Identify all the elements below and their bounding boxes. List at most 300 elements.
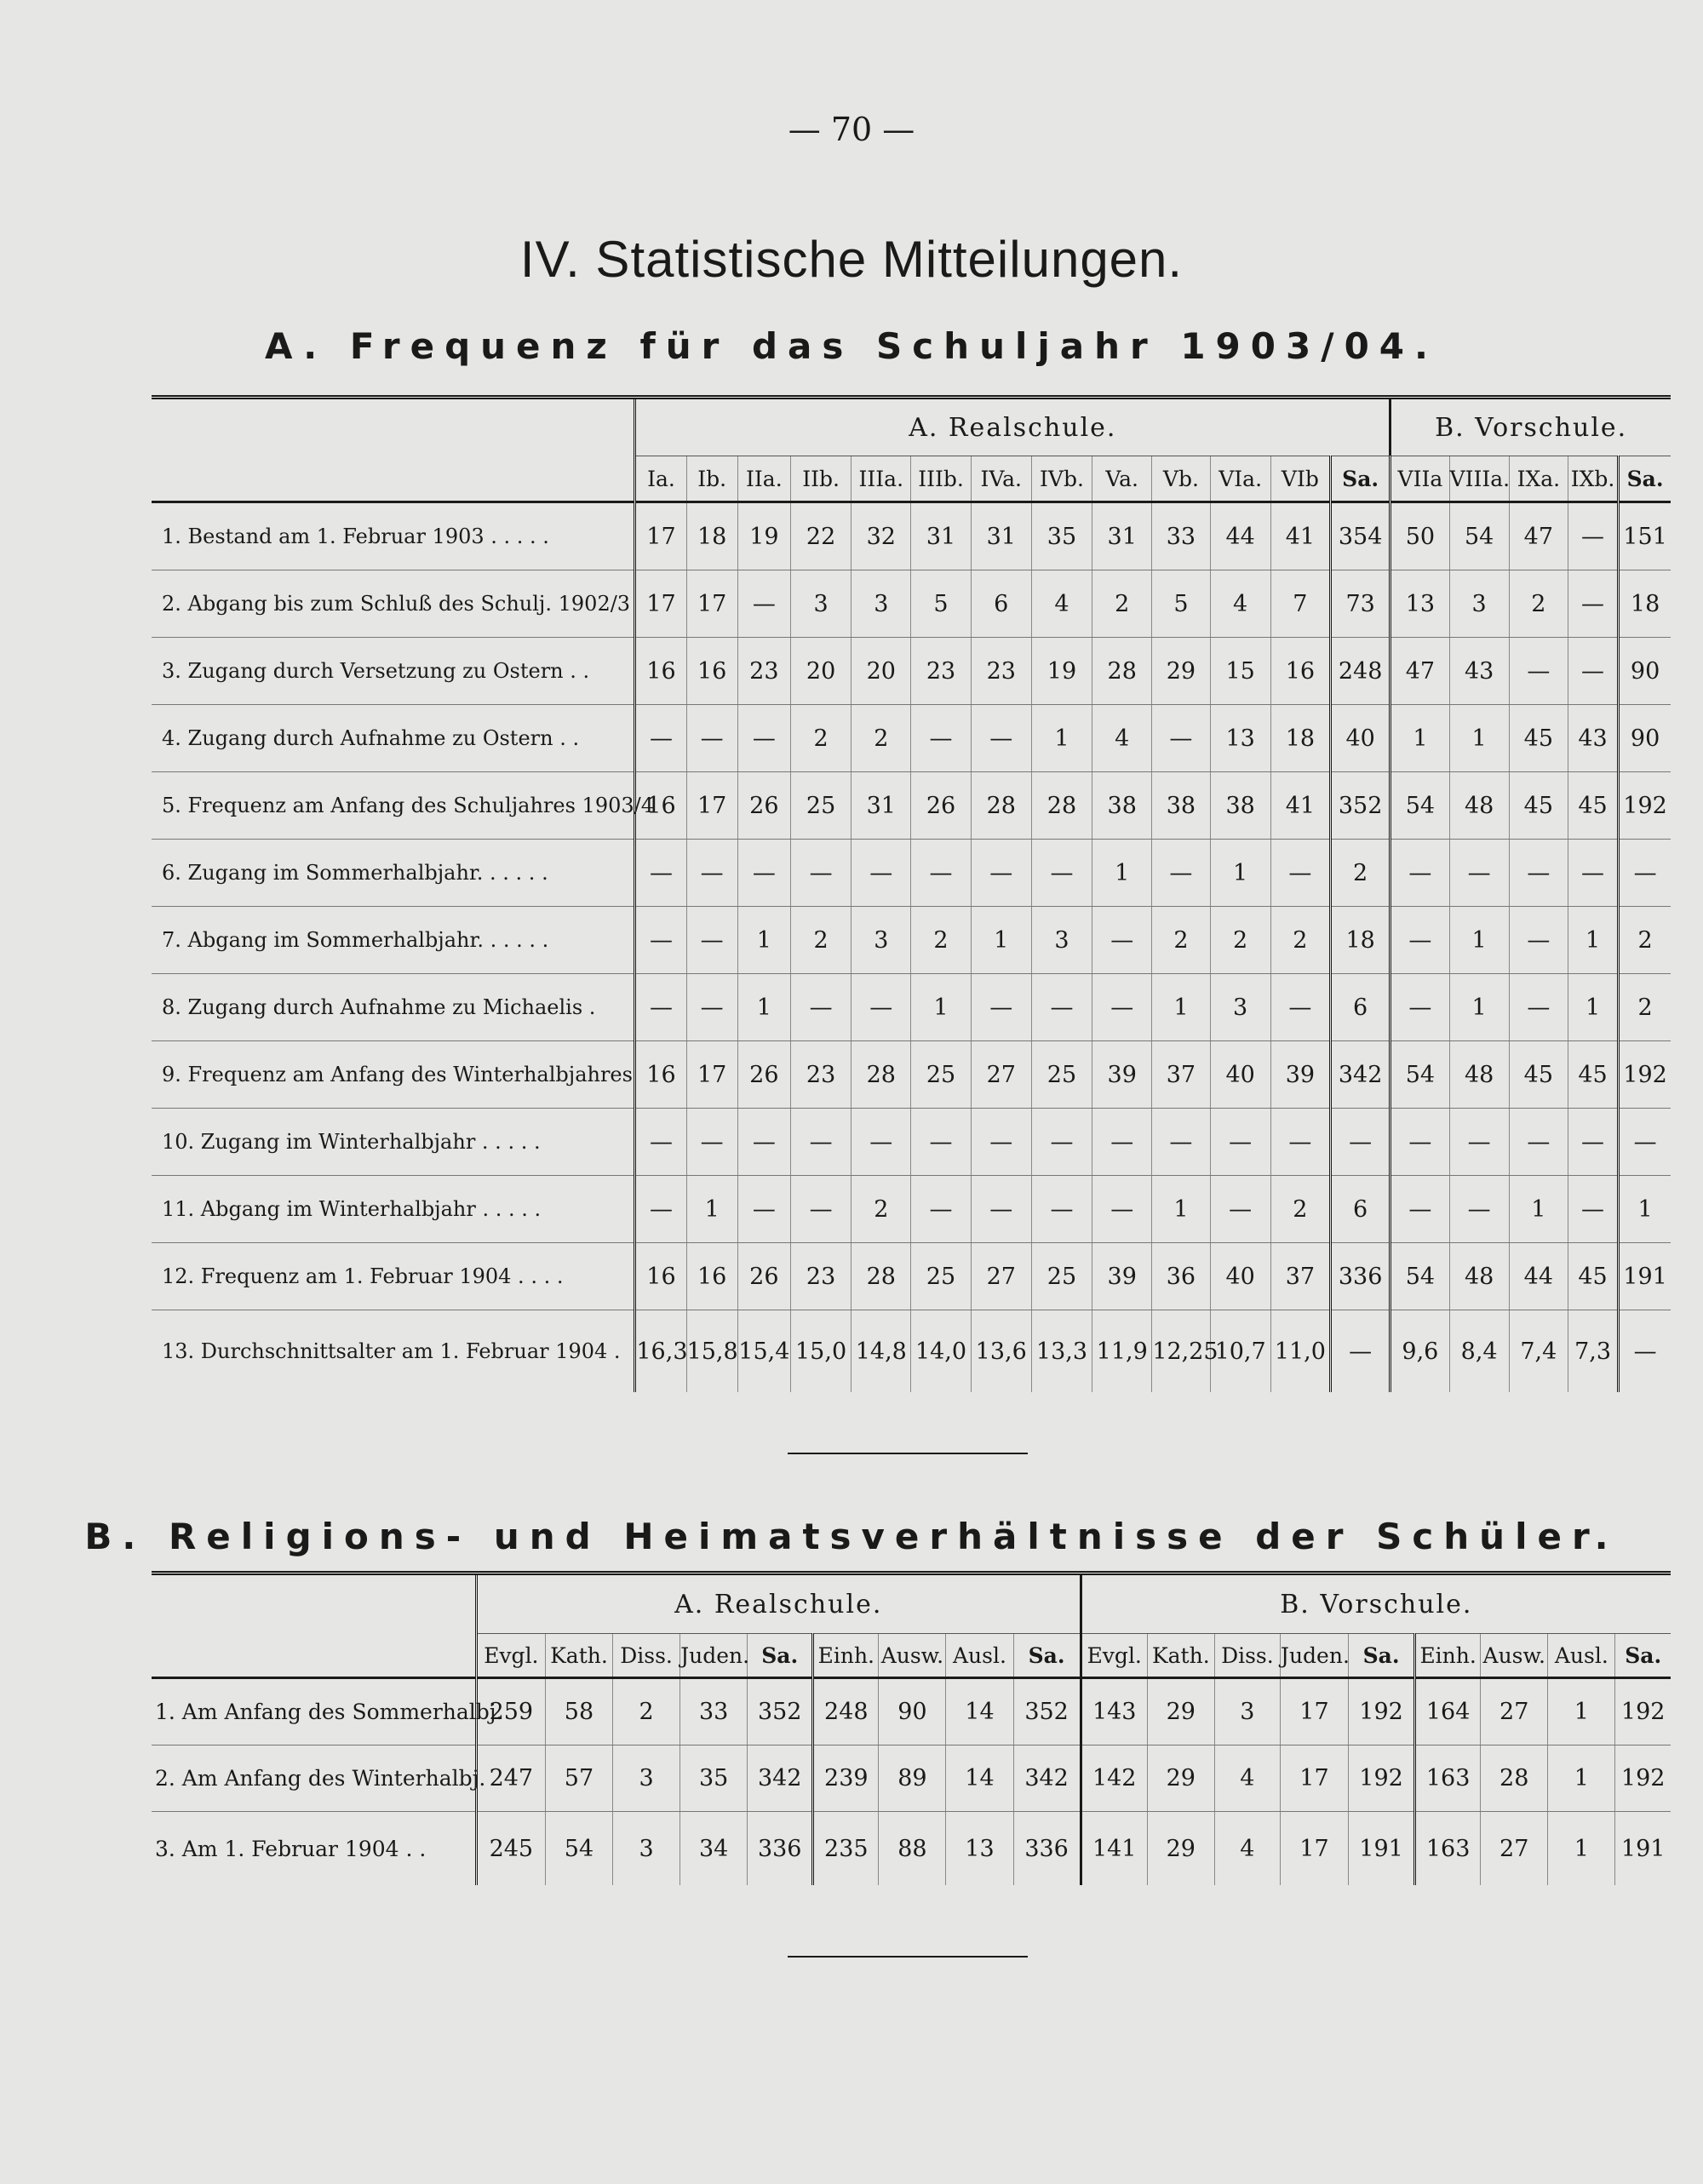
table-cell: 23 xyxy=(971,638,1031,705)
table-cell: 36 xyxy=(1152,1243,1210,1310)
table-cell: — xyxy=(635,840,686,907)
table-cell: 259 xyxy=(476,1678,545,1745)
row-label: 1. Bestand am 1. Februar 1903 . . . . . xyxy=(152,502,635,570)
table-cell: 1 xyxy=(1568,907,1618,974)
table-cell: 2 xyxy=(790,907,851,974)
table-cell: 142 xyxy=(1081,1745,1147,1812)
table-cell: 7 xyxy=(1270,570,1330,638)
table-cell: — xyxy=(1031,840,1092,907)
table-cell: 7,4 xyxy=(1509,1310,1568,1393)
table-cell: 25 xyxy=(1031,1243,1092,1310)
table-cell: 39 xyxy=(1092,1041,1152,1109)
table-cell: 27 xyxy=(971,1041,1031,1109)
column-header: IIIa. xyxy=(852,456,911,502)
table-cell: 17 xyxy=(686,570,737,638)
column-header: VIb xyxy=(1270,456,1330,502)
column-header: Sa. xyxy=(1349,1634,1415,1678)
table-cell: — xyxy=(971,1109,1031,1176)
table-cell: 245 xyxy=(476,1812,545,1886)
table-cell: — xyxy=(1390,1109,1449,1176)
table-cell: 13,3 xyxy=(1031,1310,1092,1393)
table-cell: — xyxy=(1092,1109,1152,1176)
column-header: Ausw. xyxy=(879,1634,946,1678)
table-cell: 1 xyxy=(1092,840,1152,907)
table-cell: 163 xyxy=(1415,1745,1481,1812)
section-b-heading: B. Religions- und Heimatsverhältnisse der Schüler. xyxy=(84,1516,1619,1557)
table-row xyxy=(152,1176,1671,1243)
table-cell: 192 xyxy=(1349,1678,1415,1745)
column-header: VIIa xyxy=(1390,456,1449,502)
frequency-table xyxy=(152,395,1671,1392)
table-cell: 40 xyxy=(1330,705,1390,772)
table-cell: — xyxy=(1390,907,1449,974)
table-row xyxy=(152,907,1671,974)
column-header: Einh. xyxy=(813,1634,879,1678)
table-cell: — xyxy=(1449,1176,1509,1243)
row-label: 3. Zugang durch Versetzung zu Ostern . . xyxy=(152,638,635,705)
table-cell: — xyxy=(1092,1176,1152,1243)
table-cell: — xyxy=(852,974,911,1041)
table-cell: 336 xyxy=(1013,1812,1081,1886)
table-cell: 2 xyxy=(1619,974,1671,1041)
table-cell: — xyxy=(790,840,851,907)
table-cell: 41 xyxy=(1270,502,1330,570)
row-label: 7. Abgang im Sommerhalbjahr. . . . . . xyxy=(152,907,635,974)
table-cell: 28 xyxy=(971,772,1031,840)
table-cell: 39 xyxy=(1270,1041,1330,1109)
table-cell: — xyxy=(1330,1310,1390,1393)
table-cell: 45 xyxy=(1509,772,1568,840)
table-cell: 13 xyxy=(1390,570,1449,638)
table-cell: 35 xyxy=(680,1745,748,1812)
table-cell: — xyxy=(1509,907,1568,974)
table-cell: 352 xyxy=(1330,772,1390,840)
table-cell: 192 xyxy=(1619,772,1671,840)
table-row xyxy=(152,1745,1671,1812)
column-header: Ausw. xyxy=(1481,1634,1548,1678)
table-cell: 16 xyxy=(686,638,737,705)
row-label: 8. Zugang durch Aufnahme zu Michaelis . xyxy=(152,974,635,1041)
column-header: IIa. xyxy=(737,456,790,502)
table-cell: 47 xyxy=(1390,638,1449,705)
table-cell: 11,9 xyxy=(1092,1310,1152,1393)
table-cell: 26 xyxy=(737,1243,790,1310)
table-cell: 54 xyxy=(1390,1243,1449,1310)
table-cell: 1 xyxy=(1568,974,1618,1041)
column-header: Diss. xyxy=(613,1634,680,1678)
table-cell: — xyxy=(686,840,737,907)
table-cell: 2 xyxy=(1619,907,1671,974)
table-cell: — xyxy=(911,705,971,772)
table-cell: — xyxy=(1390,1176,1449,1243)
table-cell: 34 xyxy=(680,1812,748,1886)
column-header: Vb. xyxy=(1152,456,1210,502)
group-vorschule: B. Vorschule. xyxy=(1390,398,1671,456)
table-cell: 19 xyxy=(737,502,790,570)
table-cell: 342 xyxy=(1330,1041,1390,1109)
table-row xyxy=(152,570,1671,638)
table-cell: 18 xyxy=(686,502,737,570)
table-cell: 352 xyxy=(1013,1678,1081,1745)
table-cell: 192 xyxy=(1349,1745,1415,1812)
column-header: Sa. xyxy=(748,1634,813,1678)
table-cell: 25 xyxy=(911,1041,971,1109)
table-cell: 25 xyxy=(790,772,851,840)
table-cell: 7,3 xyxy=(1568,1310,1618,1393)
table-cell: — xyxy=(1270,840,1330,907)
table-cell: 1 xyxy=(971,907,1031,974)
table-cell: 26 xyxy=(911,772,971,840)
table-cell: 4 xyxy=(1214,1812,1280,1886)
table-cell: 54 xyxy=(1390,1041,1449,1109)
column-header: Ausl. xyxy=(946,1634,1013,1678)
table-cell: — xyxy=(1152,840,1210,907)
table-cell: 20 xyxy=(790,638,851,705)
table-cell: 2 xyxy=(911,907,971,974)
table-cell: 191 xyxy=(1349,1812,1415,1886)
table-row xyxy=(152,1310,1671,1393)
table-cell: — xyxy=(1568,638,1618,705)
column-header: IIIb. xyxy=(911,456,971,502)
table-cell: 3 xyxy=(1210,974,1270,1041)
table-cell: 143 xyxy=(1081,1678,1147,1745)
table-cell: 1 xyxy=(1548,1678,1615,1745)
table-cell: — xyxy=(737,570,790,638)
table-cell: 4 xyxy=(1031,570,1092,638)
table-cell: — xyxy=(1270,1109,1330,1176)
table-cell: 48 xyxy=(1449,1243,1509,1310)
table-row xyxy=(152,502,1671,570)
table-cell: 90 xyxy=(879,1678,946,1745)
table-cell: 16 xyxy=(686,1243,737,1310)
table-cell: 151 xyxy=(1619,502,1671,570)
table-cell: — xyxy=(971,1176,1031,1243)
table-cell: 58 xyxy=(545,1678,612,1745)
table-cell: 29 xyxy=(1147,1745,1214,1812)
table-cell: — xyxy=(1568,1176,1618,1243)
table-cell: — xyxy=(1031,1109,1092,1176)
column-header: Einh. xyxy=(1415,1634,1481,1678)
table-cell: 29 xyxy=(1147,1678,1214,1745)
column-header: Sa. xyxy=(1615,1634,1671,1678)
table-cell: — xyxy=(1619,840,1671,907)
table-cell: 15 xyxy=(1210,638,1270,705)
table-cell: 1 xyxy=(1449,705,1509,772)
table-cell: 15,8 xyxy=(686,1310,737,1393)
table-cell: — xyxy=(1270,974,1330,1041)
table-cell: 41 xyxy=(1270,772,1330,840)
row-label: 6. Zugang im Sommerhalbjahr. . . . . . xyxy=(152,840,635,907)
table-cell: — xyxy=(971,840,1031,907)
table-cell: 57 xyxy=(545,1745,612,1812)
table-cell: — xyxy=(1509,638,1568,705)
table-cell: 12,25 xyxy=(1152,1310,1210,1393)
table-cell: 248 xyxy=(1330,638,1390,705)
table-cell: 13 xyxy=(1210,705,1270,772)
table-cell: 27 xyxy=(1481,1812,1548,1886)
table-row xyxy=(152,1243,1671,1310)
column-header: Juden. xyxy=(680,1634,748,1678)
table-cell: 4 xyxy=(1214,1745,1280,1812)
column-header: Juden. xyxy=(1280,1634,1348,1678)
table-cell: — xyxy=(1390,840,1449,907)
table-cell: 45 xyxy=(1509,1041,1568,1109)
table-cell: 17 xyxy=(686,772,737,840)
table-cell: — xyxy=(1509,840,1568,907)
table-cell: — xyxy=(1449,840,1509,907)
table-cell: 191 xyxy=(1619,1243,1671,1310)
table-cell: 39 xyxy=(1092,1243,1152,1310)
table-cell: 31 xyxy=(852,772,911,840)
table-cell: 3 xyxy=(852,907,911,974)
table-cell: 3 xyxy=(1031,907,1092,974)
table-cell: 47 xyxy=(1509,502,1568,570)
table-cell: 26 xyxy=(737,772,790,840)
table-cell: 3 xyxy=(1449,570,1509,638)
table-cell: 1 xyxy=(911,974,971,1041)
table-cell: 1 xyxy=(1210,840,1270,907)
table-cell: 6 xyxy=(1330,1176,1390,1243)
separator-line xyxy=(788,1956,1028,1958)
table-cell: — xyxy=(790,1109,851,1176)
table-cell: — xyxy=(1210,1109,1270,1176)
table-cell: 48 xyxy=(1449,1041,1509,1109)
table-cell: 163 xyxy=(1415,1812,1481,1886)
column-header: Kath. xyxy=(1147,1634,1214,1678)
table-cell: 6 xyxy=(971,570,1031,638)
table-cell: — xyxy=(971,705,1031,772)
table-cell: 191 xyxy=(1615,1812,1671,1886)
table-cell: 17 xyxy=(635,570,686,638)
column-header: VIIIa. xyxy=(1449,456,1509,502)
table-cell: 28 xyxy=(852,1041,911,1109)
table-cell: 27 xyxy=(971,1243,1031,1310)
table-cell: 54 xyxy=(545,1812,612,1886)
table-cell: — xyxy=(852,1109,911,1176)
table-cell: 2 xyxy=(1270,907,1330,974)
table-cell: — xyxy=(1509,974,1568,1041)
table-cell: 1 xyxy=(1152,974,1210,1041)
table-cell: 2 xyxy=(613,1678,680,1745)
row-label: 3. Am 1. Februar 1904 . . xyxy=(152,1812,476,1886)
table-cell: 336 xyxy=(748,1812,813,1886)
table-cell: — xyxy=(635,1176,686,1243)
table-cell: 16 xyxy=(635,1041,686,1109)
table-cell: 2 xyxy=(852,1176,911,1243)
table-cell: 192 xyxy=(1619,1041,1671,1109)
group-realschule: A. Realschule. xyxy=(909,412,1117,443)
table-cell: — xyxy=(911,1176,971,1243)
table-cell: — xyxy=(852,840,911,907)
table-cell: 1 xyxy=(737,974,790,1041)
row-label: 11. Abgang im Winterhalbjahr . . . . . xyxy=(152,1176,635,1243)
table-cell: 25 xyxy=(911,1243,971,1310)
table-cell: — xyxy=(737,705,790,772)
table-cell: 248 xyxy=(813,1678,879,1745)
separator-line xyxy=(788,1453,1028,1454)
table-cell: — xyxy=(635,705,686,772)
table-cell: 23 xyxy=(737,638,790,705)
table-cell: 48 xyxy=(1449,772,1509,840)
table-cell: — xyxy=(635,1109,686,1176)
table-cell: 192 xyxy=(1615,1745,1671,1812)
row-label: 1. Am Anfang des Sommerhalbj. xyxy=(152,1678,476,1745)
table-cell: 1 xyxy=(1390,705,1449,772)
table-row xyxy=(152,974,1671,1041)
table-cell: 1 xyxy=(1031,705,1092,772)
table-cell: 38 xyxy=(1092,772,1152,840)
column-header: Sa. xyxy=(1619,456,1671,502)
table-cell: — xyxy=(790,974,851,1041)
table-cell: 9,6 xyxy=(1390,1310,1449,1393)
table-cell: 16,3 xyxy=(635,1310,686,1393)
table-cell: 50 xyxy=(1390,502,1449,570)
table-cell: 1 xyxy=(686,1176,737,1243)
table-cell: — xyxy=(1152,1109,1210,1176)
table-cell: 2 xyxy=(852,705,911,772)
table-row xyxy=(152,1041,1671,1109)
table-cell: 17 xyxy=(635,502,686,570)
row-label: 5. Frequenz am Anfang des Schuljahres 1903/4 xyxy=(152,772,635,840)
row-label: 4. Zugang durch Aufnahme zu Ostern . . xyxy=(152,705,635,772)
table-cell: 29 xyxy=(1152,638,1210,705)
table-cell: 247 xyxy=(476,1745,545,1812)
table-cell: 16 xyxy=(635,772,686,840)
table-cell: 90 xyxy=(1619,705,1671,772)
table-cell: 5 xyxy=(911,570,971,638)
table-cell: — xyxy=(686,705,737,772)
table-cell: 40 xyxy=(1210,1041,1270,1109)
table-cell: 25 xyxy=(1031,1041,1092,1109)
table-cell: 54 xyxy=(1449,502,1509,570)
table-row xyxy=(152,705,1671,772)
table-cell: 45 xyxy=(1568,1243,1618,1310)
table-row xyxy=(152,1678,1671,1745)
table-cell: 37 xyxy=(1152,1041,1210,1109)
table-cell: 31 xyxy=(911,502,971,570)
row-label: 10. Zugang im Winterhalbjahr . . . . . xyxy=(152,1109,635,1176)
row-label: 12. Frequenz am 1. Februar 1904 . . . . xyxy=(152,1243,635,1310)
table-cell: — xyxy=(737,840,790,907)
page-title: IV. Statistische Mitteilungen. xyxy=(519,231,1184,288)
stub-header xyxy=(152,1574,476,1678)
table-cell: 1 xyxy=(1509,1176,1568,1243)
table-cell: — xyxy=(1568,1109,1618,1176)
table-cell: 23 xyxy=(911,638,971,705)
table-cell: 27 xyxy=(1481,1678,1548,1745)
table-cell: 15,0 xyxy=(790,1310,851,1393)
column-header: Kath. xyxy=(545,1634,612,1678)
column-header: IIb. xyxy=(790,456,851,502)
table-cell: 1 xyxy=(1152,1176,1210,1243)
table-cell: 18 xyxy=(1619,570,1671,638)
row-label: 2. Am Anfang des Winterhalbj. xyxy=(152,1745,476,1812)
table-cell: 2 xyxy=(1152,907,1210,974)
row-label: 2. Abgang bis zum Schluß des Schulj. 1902/3 xyxy=(152,570,635,638)
table-cell: 19 xyxy=(1031,638,1092,705)
table-row xyxy=(152,1109,1671,1176)
table-cell: 35 xyxy=(1031,502,1092,570)
table-cell: 352 xyxy=(748,1678,813,1745)
table-row xyxy=(152,638,1671,705)
table-cell: — xyxy=(1092,907,1152,974)
table-cell: 14 xyxy=(946,1745,1013,1812)
group-vorschule: B. Vorschule. xyxy=(1081,1574,1671,1634)
table-cell: 5 xyxy=(1152,570,1210,638)
table-cell: 1 xyxy=(1548,1745,1615,1812)
table-cell: 342 xyxy=(1013,1745,1081,1812)
table-cell: 38 xyxy=(1210,772,1270,840)
table-cell: 336 xyxy=(1330,1243,1390,1310)
table-cell: 342 xyxy=(748,1745,813,1812)
column-header: IVa. xyxy=(971,456,1031,502)
page-number: — 70 — xyxy=(788,111,915,148)
table-cell: 43 xyxy=(1449,638,1509,705)
table-row xyxy=(152,1812,1671,1886)
section-a-heading: A. Frequenz für das Schuljahr 1903/04. xyxy=(265,325,1438,367)
row-label: 13. Durchschnittsalter am 1. Februar 1904 . xyxy=(152,1310,635,1393)
column-header: IXb. xyxy=(1568,456,1618,502)
table-cell: 23 xyxy=(790,1041,851,1109)
table-cell: 38 xyxy=(1152,772,1210,840)
table-cell: — xyxy=(737,1109,790,1176)
table-cell: 88 xyxy=(879,1812,946,1886)
table-cell: 73 xyxy=(1330,570,1390,638)
column-header: VIa. xyxy=(1210,456,1270,502)
table-cell: 16 xyxy=(1270,638,1330,705)
table-cell: 1 xyxy=(1619,1176,1671,1243)
table-cell: — xyxy=(971,974,1031,1041)
table-cell: — xyxy=(1390,974,1449,1041)
table-cell: 28 xyxy=(1031,772,1092,840)
table-cell: — xyxy=(635,974,686,1041)
table-cell: — xyxy=(1210,1176,1270,1243)
table-cell: — xyxy=(1619,1310,1671,1393)
table-cell: — xyxy=(1619,1109,1671,1176)
column-header: Va. xyxy=(1092,456,1152,502)
table-cell: 90 xyxy=(1619,638,1671,705)
column-header: Ausl. xyxy=(1548,1634,1615,1678)
table-cell: — xyxy=(737,1176,790,1243)
table-cell: — xyxy=(1031,1176,1092,1243)
table-cell: 239 xyxy=(813,1745,879,1812)
table-cell: 32 xyxy=(852,502,911,570)
table-cell: — xyxy=(1330,1109,1390,1176)
table-cell: — xyxy=(790,1176,851,1243)
table-row xyxy=(152,840,1671,907)
table-cell: — xyxy=(911,840,971,907)
table-cell: — xyxy=(1568,570,1618,638)
row-label: 9. Frequenz am Anfang des Winterhalbjahres xyxy=(152,1041,635,1109)
table-cell: 17 xyxy=(1280,1812,1348,1886)
table-cell: 1 xyxy=(1548,1812,1615,1886)
table-cell: 4 xyxy=(1092,705,1152,772)
table-cell: 16 xyxy=(635,638,686,705)
group-realschule: A. Realschule. xyxy=(674,1589,883,1619)
table-cell: 3 xyxy=(852,570,911,638)
table-cell: 3 xyxy=(613,1745,680,1812)
table-cell: 1 xyxy=(737,907,790,974)
table-cell: — xyxy=(1449,1109,1509,1176)
table-cell: 26 xyxy=(737,1041,790,1109)
table-cell: 354 xyxy=(1330,502,1390,570)
column-header: Sa. xyxy=(1330,456,1390,502)
table-cell: 11,0 xyxy=(1270,1310,1330,1393)
table-cell: 44 xyxy=(1210,502,1270,570)
table-cell: 45 xyxy=(1509,705,1568,772)
table-cell: 17 xyxy=(1280,1745,1348,1812)
table-cell: — xyxy=(911,1109,971,1176)
